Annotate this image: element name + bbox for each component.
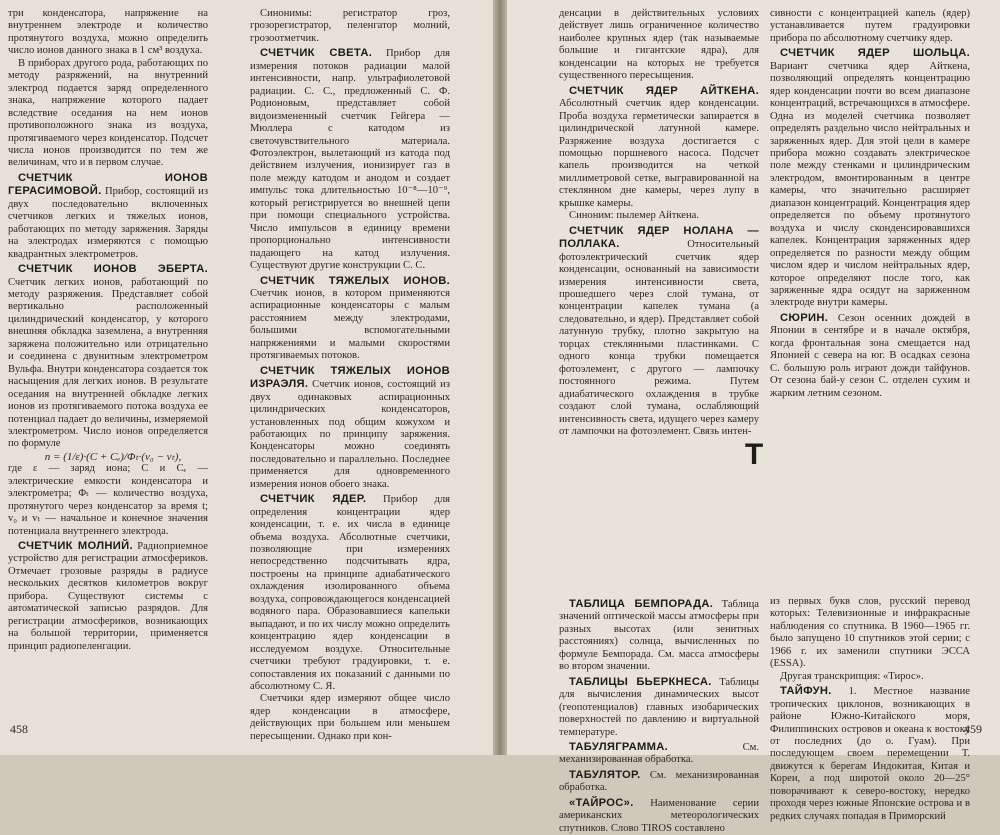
headword: СЮРИН.: [780, 311, 829, 324]
formula: n = (1/ε)·(C + Cₑ)/Φₜ·(v₀ − vₜ),: [44, 450, 182, 463]
headword: СЧЕТЧИК ЯДЕР.: [260, 493, 367, 506]
headword: ТАБУЛЯТОР.: [569, 768, 641, 781]
paragraph: Счетчики ядер измеряют общее число ядер конденсации в атмосфере, действующих при большем или меньшем пересыщении. Однако при кон-: [250, 693, 450, 742]
headword: ТАЙФУН.: [780, 685, 832, 698]
entry-tabulyagramma: ТАБУЛЯГРАММА. См. механизированная обработка.: [559, 740, 759, 766]
headword: «ТАЙРОС».: [569, 796, 634, 809]
headword: СЧЕТЧИК ЯДЕР АЙТКЕНА.: [569, 84, 759, 97]
right-column-1: [559, 8, 759, 438]
entry-nolana-pollaka: СЧЕТЧИК ЯДЕР НОЛАНА — ПОЛЛАКА. Относительный фотоэлектрический счетчик ядер конденсации, основанный на зависимости измерения интенсивности света, прошедшего через слой тумана, от концентрации капелек тумана (а следовательно, и ядер). Представляет собой латунную трубку, плотно закрытую на торцах стеклянными пластинками. С одного конца трубки помещается фотоэлемент, с другого — лампочку постоянного режима. Путем адиабатического охлаждения в трубке создают слой тумана, ослабляющий интенсивность света, идущего через камеру от лампочки на фотоэлемент. Связь интен-: [559, 224, 759, 437]
left-column-2: [250, 8, 450, 743]
entry-sveta: СЧЕТЧИК СВЕТА. Прибор для измерения потоков радиации малой интенсивности, напр. ультрафиолетовой радиации. С. С., предложенный С. Ф. Родионовым, представляет собой видоизмененный счетчик Гейгера — Мюллера с катодом из светочувствительного материала. Фотоэлектрон, вылетающий из катода под действием излучения, ионизирует газ в поле между катодом и анодом и создает импульс тока длительностью 10⁻⁸—10⁻⁹, который регистрируется во внешней цепи при помощи специального устройства. Число импульсов в единицу времени пропорционально интенсивности падающего на катод излучения. Существуют другие конструкции С. С.: [250, 47, 450, 272]
entry-izraelya: СЧЕТЧИК ТЯЖЕЛЫХ ИОНОВ ИЗРАЭЛЯ. Счетчик ионов, состоящий из двух одинаковых аспирационных цилиндрических конденсаторов, установленных под общим кожухом и работающих по принципу заряжения. Конденсаторы можно соединять последовательно и параллельно. Последнее применяется для одновременного измерения ионов обоего знака.: [250, 364, 450, 490]
entry-aitkena: СЧЕТЧИК ЯДЕР АЙТКЕНА. Абсолютный счетчик ядер конденсации. Проба воздуха герметически запирается в цилиндрической латунной камере. Разряжение воздуха достигается с помощью поршневого насоса. Подсчет капель производится на четкой миллиметровой сетке, выгравированной на стеклянном дне камеры, через лупу в крышке камеры.: [559, 84, 759, 209]
headword: ТАБЛИЦЫ БЬЕРКНЕСА.: [569, 675, 712, 688]
page-number: 458: [10, 722, 28, 736]
paragraph: сивности с концентрацией капель (ядер) устанавливается путем градуировки прибора по абсолютному счетчику ядер.: [770, 8, 970, 44]
left-page: [0, 0, 493, 755]
transcription: Другая транскрипция: «Тирос».: [780, 670, 924, 682]
entry-molnii: СЧЕТЧИК МОЛНИЙ. Радиоприемное устройство для регистрации атмосфериков. Отмечает грозовые разряды в радиусе нескольких десятков километров вокруг прибора. Существуют системы с автоматической записью разрядов. Для регистрации атмосфериков, возникающих на большой территории, применяется принцип радиопеленгации.: [8, 540, 208, 652]
paragraph: денсации в действительных условиях действует лишь ограниченное количество наиболее крупных ядер (так называемые большие и гигантские ядра), для конденсации на которых не требуется существенного пересыщения.: [559, 8, 759, 82]
left-column-1: [8, 8, 208, 653]
right-page: [507, 0, 1000, 834]
right-column-2: [770, 8, 970, 400]
entry-bemporada: ТАБЛИЦА БЕМПОРАДА. Таблица значений оптической массы атмосферы при разных высотах (или зенитных расстояниях) солнца, вычисленных по формуле Бемпорада. См. масса атмосферы во втором значении.: [559, 598, 759, 673]
headword: СЧЕТЧИК СВЕТА.: [260, 47, 373, 60]
entry-gerasimova: СЧЕТЧИК ИОНОВ ГЕРАСИМОВОЙ. Прибор, состоящий из двух последовательно включенных счетчиков легких и тяжелых ионов, работающих по методу заряжения. Заряды на электродах измеряются с помощью квадрантных электрометров.: [8, 171, 208, 260]
paragraph: три конденсатора, напряжение на внутреннем электроде и количество протянутого воздуха, можно определить число ионов данного знака в 1 см³ воздуха.: [8, 8, 208, 57]
entry-sholtsa: СЧЕТЧИК ЯДЕР ШОЛЬЦА. Вариант счетчика ядер Айткена, позволяющий определять концентрацию ядер конденсации почти во всем диапазоне концентраций, встречающихся в атмосфере. Одна из моделей счетчика позволяет определять раздельно число нейтральных и заряженных ядер. Для этой цели в камере прибора можно создавать электрическое поле между стенками и цилиндрическим электродом, вмонтированным в центре камеры, что значительно расширяет диапазон концентраций. Концентрация ядер определяется по объему протянутого воздуха и числу сконденсировавшихся капелек. Концентрация заряженных ядер определяется по разности между общим числом ядер и числом нейтральных ядер, которое определяют после того, как заряженные ядра осядут на заряженном электроде внутри камеры.: [770, 47, 970, 309]
entry-tabulyator: ТАБУЛЯТОР. См. механизированная обработка.: [559, 768, 759, 794]
paragraph: из первых букв слов, русский перевод которых: Телевизионные и инфракрасные наблюдения со спутника. В 1960—1965 гг. было запущено 10 спутников этой серии; с 1966 г. их заменили спутники ЭССА (ESSA).: [770, 596, 970, 670]
book-gutter: [493, 0, 507, 755]
page-number: 459: [964, 722, 982, 736]
headword: СЧЕТЧИК ИОНОВ ЭБЕРТА.: [18, 263, 208, 276]
right-column-4: [770, 596, 970, 823]
entry-yader: СЧЕТЧИК ЯДЕР. Прибор для определения концентрации ядер конденсации, т. е. их числа в единице объема воздуха. Абсолютные счетчики, позволяющие при измерениях непосредственно подсчитывать ядра, построены на принципе адиабатического охлаждения изолированного объема воздуха, сопровождающегося конденсацией водяного пара. Образовавшиеся капельки выпадают, и по их числу можно определить концентрацию ядер конденсации в исследуемом воздухе. Относительные счетчики требуют градуировки, т. е. сопоставления их показаний с данными по абсолютному С. Я.: [250, 493, 451, 693]
paragraph: где ε — заряд иона; C и Cₑ — электрические емкости конденсатора и электрометра; Φₜ — количество воздуха, протянутого через конденсатор за время t; v₀ и vₜ — начальное и конечное значения потенциала внутреннего электрода.: [8, 463, 208, 537]
headword: СЧЕТЧИК ЯДЕР НОЛАНА — ПОЛЛАКА.: [559, 224, 759, 251]
entry-syurin: СЮРИН. Сезон осенних дождей в Японии в сентябре и в начале октября, когда фронтальная зона смещается над Японией с севера на юг. В осадках сезона С. большую роль играют дожди тайфунов. От сезона бай-у сезон С. отделен сухим и жарким летним сезоном.: [770, 311, 970, 399]
section-letter: Т: [744, 438, 764, 471]
entry-tyazhelykh-ionov: СЧЕТЧИК ТЯЖЕЛЫХ ИОНОВ. Счетчик ионов, в котором применяются аспирационные конденсаторы с малым расстоянием между электродами, большими вспомогательными напряжениями и малыми скоростями протягиваемых потоков.: [250, 274, 450, 362]
headword: СЧЕТЧИК ЯДЕР ШОЛЬЦА.: [780, 47, 970, 60]
paragraph: В приборах другого рода, работающих по методу разряжений, на внутренний электрод подается заряд определенного знака, напряжение которого падает вследствие оседания на нем ионов противоположного знака из воздуха, протягиваемого через конденсатор. Подсчет числа ионов производится по тем же величинам, что и в первом случае.: [8, 57, 208, 169]
right-column-3: [559, 596, 759, 835]
entry-tairos: «ТАЙРОС». Наименование серии американских метеорологических спутников. Слово TIROS составлено: [559, 796, 759, 834]
headword: СЧЕТЧИК МОЛНИЙ.: [18, 540, 133, 553]
entry-eberta: СЧЕТЧИК ИОНОВ ЭБЕРТА. Счетчик легких ионов, работающий по методу разряжения. Представляет собой вертикально расположенный цилиндрический конденсатор, у которого внешняя обкладка заземлена, а внутренняя заряжена положительно или отрицательно и соединена с двунитным электрометром Вульфа. Внутри конденсатора создается ток насыщения для легких ионов. В результате оседания на внутренней обкладке легких ионов из протягиваемого потока воздуха ее потенциал падает до величины, измеряемой электрометром. Число ионов определяется по формуле: [8, 263, 208, 450]
headword: СЧЕТЧИК ИОНОВ ГЕРАСИМОВОЙ.: [8, 171, 208, 198]
entry-bjerknesa: ТАБЛИЦЫ БЬЕРКНЕСА. Таблицы для вычисления динамических высот (геопотенциалов) главных изобарических поверхностей по давлению и виртуальной температуре.: [559, 675, 759, 738]
synonym: Синоним: пылемер Айткена.: [569, 210, 700, 222]
entry-taifun: ТАЙФУН. 1. Местное название тропических циклонов, возникающих в районе Южно-Китайского моря, Филиппинских островов и океана к востоку от последних (до о. Гуам). При последующем своем перемещении Т. движутся к берегам Индокитая, Китая и Кореи, а под широтой около 20—25° поворачивают к северо-востоку, нередко проходя через южные Японские острова и в редких случаях попадая в Приморский: [770, 685, 970, 822]
headword: ТАБУЛЯГРАММА.: [569, 740, 669, 753]
synonyms: Синонимы: регистратор гроз, грозорегистратор, пеленгатор молний, грозоотметчик.: [250, 8, 450, 44]
headword: СЧЕТЧИК ТЯЖЕЛЫХ ИОНОВ ИЗРАЭЛЯ.: [250, 364, 450, 391]
headword: СЧЕТЧИК ТЯЖЕЛЫХ ИОНОВ.: [260, 274, 450, 287]
headword: ТАБЛИЦА БЕМПОРАДА.: [569, 598, 714, 610]
